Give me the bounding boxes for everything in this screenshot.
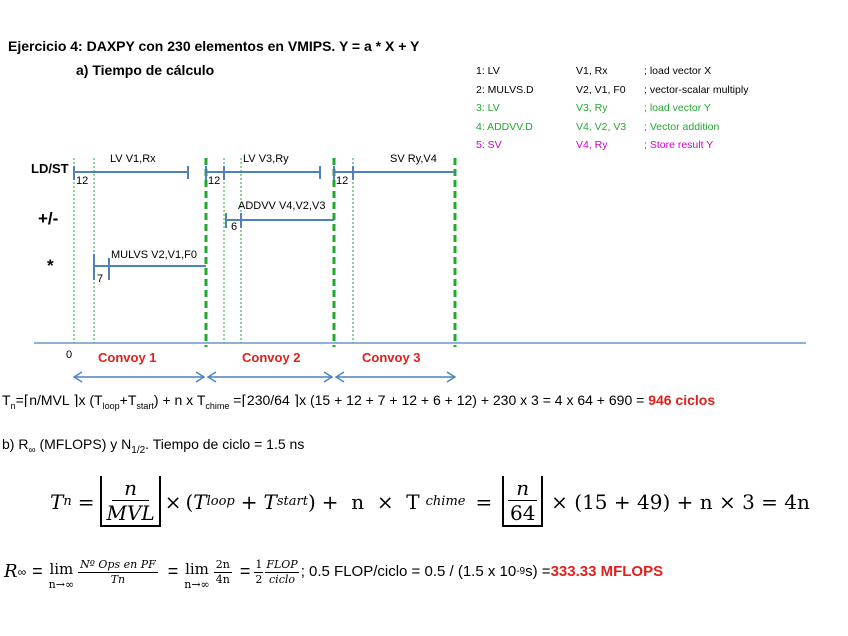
op-bar-lv-v3 (206, 166, 320, 180)
convoy-label: Convoy 3 (362, 350, 421, 365)
op-bar-addvv (226, 213, 334, 228)
unit-label-ldst: LD/ST (31, 161, 69, 176)
section-b-title: b) $R_\infty$ (MFLOPS) y $N_{1/2}$. Tiempo de ciclo = 1.5 ns (2, 436, 305, 456)
instruction-num: 3: LV (476, 102, 500, 115)
instruction-comment: ; Store result Y (644, 139, 714, 152)
instruction-num: 2: MULVS.D (476, 83, 534, 96)
instruction-num: 4: ADDVV.D (476, 120, 533, 133)
op-label: SV Ry,V4 (390, 153, 437, 165)
instruction-regs: V4, Ry (576, 139, 608, 152)
instruction-num: 5: SV (476, 139, 502, 152)
instruction-num: 1: LV (476, 65, 500, 77)
formula-tn-symbolic: T n = n MVL × ( T loop + T start ) + n × T chime = n 64 × (15 + 49) + n × 3 = 4n (50, 476, 810, 525)
op-label: ADDVV V4,V2,V3 (238, 200, 326, 212)
startup-label: 6 (231, 221, 238, 233)
startup-label: 12 (336, 175, 349, 187)
section-a-title: a) Tiempo de cálculo (76, 62, 215, 78)
instruction-comment: ; vector-scalar multiply (644, 83, 749, 96)
startup-label: 12 (76, 175, 89, 187)
result-cycles: 946 ciclos (648, 392, 716, 408)
result-mflops: 333.33 MFLOPS (550, 563, 664, 580)
op-bar-sv (334, 166, 455, 180)
instruction-regs: V4, V2, V3 (576, 120, 627, 133)
formula-tn-calculation: $T_n=⌈n$/MVL ⌉x $(T_{loop}+T_{start}) + n$ x $T_{chime}$ =⌈230/64 ⌉x (15 + 12 + 7 + 12 + 6 + 12) + 230 x 3 = 4 x 64 + 690 = 946 ciclos (2, 392, 716, 411)
instruction-regs: V1, Rx (576, 65, 608, 77)
op-label: LV V3,Ry (243, 153, 289, 165)
convoy-arrows (74, 372, 455, 382)
instruction-regs: V3, Ry (576, 102, 608, 115)
instruction-comment: ; load vector Y (644, 102, 711, 115)
page-title: Ejercicio 4: DAXPY con 230 elementos en VMIPS. Y = a * X + Y (8, 38, 420, 54)
instruction-comment: ; load vector X (644, 65, 712, 77)
unit-label-mul: * (47, 256, 54, 275)
instruction-regs: V2, V1, F0 (576, 83, 626, 96)
startup-label: 7 (97, 273, 104, 285)
startup-label: 12 (208, 175, 221, 187)
convoy-label: Convoy 2 (242, 350, 301, 365)
formula-rinf: R ∞ = lim n→∞ Nº Ops en PF Tn = lim n→∞ $\frac{2n}{4n}$ = $\frac{1}{2}$ FLOP ciclo ; 0.5 FLOP/ciclo = 0.5 / (1.5 x 10 -9 s) = 333.33 MFLOPS (4, 557, 664, 591)
time-origin: 0 (66, 349, 73, 361)
op-label: MULVS V2,V1,F0 (111, 249, 197, 261)
op-label: LV V1,Rx (110, 153, 156, 165)
convoy-label: Convoy 1 (98, 350, 157, 365)
instruction-comment: ; Vector addition (644, 120, 720, 133)
op-bar-lv-v1 (74, 166, 188, 180)
unit-label-addsub: +/- (38, 209, 59, 228)
